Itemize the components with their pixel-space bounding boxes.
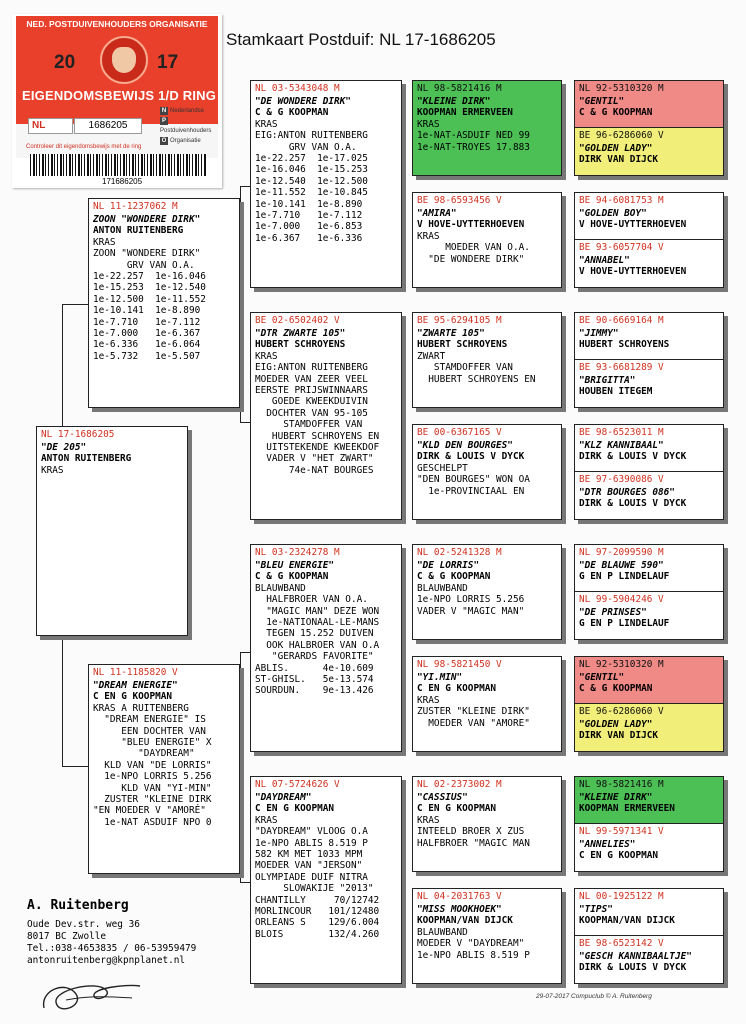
gen4-pair-8: [574, 888, 724, 984]
gen3-box-3: BE 95-6294105 M "ZWARTE 105" HUBERT SCHROYENS ZWART STAMDOFFER VAN HUBERT SCHROYENS EN: [412, 312, 562, 408]
ring-year-right: 17: [157, 52, 179, 73]
gen4-pair-6: [574, 656, 724, 752]
gen4-box-3: BE 94-6081753 M "GOLDEN BOY" V HOVE-UYTTERHOEVEN: [575, 193, 723, 240]
ring-number: 1686205: [74, 118, 142, 134]
subject-name: "DE 205": [41, 442, 87, 453]
gen3-box-6: NL 98-5821450 V "YI.MIN" C EN G KOOPMAN KRAS ZUSTER "KLEINE DIRK" MOEDER VAN "AMORE": [412, 656, 562, 752]
gen4-box-4: BE 93-6057704 V "ANNABEL" V HOVE-UYTTERHOEVEN: [579, 242, 687, 278]
gen3-box-2: BE 98-6593456 V "AMIRA" V HOVE-UYTTERHOEVEN KRAS MOEDER VAN O.A. "DE WONDERE DIRK": [412, 192, 562, 288]
dam-id: NL 11-1185820 V: [93, 667, 178, 678]
gen4-pair-5: [574, 544, 724, 640]
subject-id: NL 17-1686205: [41, 429, 115, 440]
gen2-box-4: NL 07-5724626 V "DAYDREAM" C EN G KOOPMAN KRAS "DAYDREAM" VLOOG O.A 1e-NPO ABLIS 8.519 P 582 KM MET 1033 MPM MOEDER VAN "JERSON" OLYMPIADE DUIF NITRA SLOWAKIJE "2013" CHANTILLY 70/12742 MORLINCOUR 101/12480 ORLEANS S 129/6.004 BLOIS 132/4.260: [250, 776, 402, 984]
gen4-box-14: NL 99-5971341 V "ANNELIES" C EN G KOOPMAN: [579, 826, 664, 862]
ring-country: NL: [28, 118, 73, 134]
gen4-pair-2: [574, 192, 724, 288]
gen3-box-1: NL 98-5821416 M "KLEINE DIRK" KOOPMAN ERMERVEEN KRAS 1e-NAT-ASDUIF NED 99 1e-NAT-TROYES 17.883: [412, 80, 562, 176]
page-title: Stamkaart Postduif: NL 17-1686205: [226, 30, 496, 49]
gen2-box-1: NL 03-5343048 M "DE WONDERE DIRK" C & G KOOPMAN KRAS EIG:ANTON RUITENBERG GRV VAN O.A. 1e-22.257 1e-17.025 1e-16.046 1e-15.253 1e-12.540 1e-12.500 1e-11.552 1e-10.845 1e-10.141 1e-8.890 1e-7.710 1e-7.112 1e-7.000 1e-6.853 1e-6.367 1e-6.336: [250, 80, 402, 288]
gen3-box-8: NL 04-2031763 V "MISS MOOKHOEK" KOOPMAN/VAN DIJCK BLAUWBAND MOEDER V "DAYDREAM" 1e-NPO ABLIS 8.519 P: [412, 888, 562, 984]
gen4-box-10: NL 99-5904246 V "DE PRINSES" G EN P LINDELAUF: [579, 594, 670, 630]
gen4-box-9: NL 97-2099590 M "DE BLAUWE 590" G EN P LINDELAUF: [575, 545, 723, 592]
gen4-pair-4: [574, 424, 724, 520]
gen3-box-5: NL 02-5241328 M "DE LORRIS" C & G KOOPMAN BLAUWBAND 1e-NPO LORRIS 5.256 VADER V "MAGIC MAN": [412, 544, 562, 640]
gen4-pair-7: [574, 776, 724, 872]
gen4-box-15: NL 00-1925122 M "TIPS" KOOPMAN/VAN DIJCK: [575, 889, 723, 936]
gen4-box-8: BE 97-6390086 V "DTR BOURGES 086" DIRK & LOUIS V DYCK: [579, 474, 687, 510]
gen4-pair-1: [574, 80, 724, 176]
gen2-box-3: NL 03-2324278 M "BLEU ENERGIE" C & G KOOPMAN BLAUWBAND HALFBROER VAN O.A. "MAGIC MAN" DEZE WON 1e-NATIONAAL-LE-MANS TEGEN 15.252 DUIVEN OOK HALBROER VAN O.A "GERARDS FAVORITE" ABLIS. 4e-10.609 ST-GHISL. 5e-13.574 SOURDUN. 9e-13.426: [250, 544, 402, 752]
print-info: 29-07-2017 Compuclub © A. Ruitenberg: [536, 993, 652, 1000]
gen3-box-7: NL 02-2373002 M "CASSIUS" C EN G KOOPMAN KRAS INTEELD BROER X ZUS HALFBROER "MAGIC MAN: [412, 776, 562, 872]
ring-control-note: Controleer dit eigendomsbewijs met de ring: [26, 144, 142, 150]
gen3-box-4: BE 00-6367165 V "KLD DEN BOURGES" DIRK & LOUIS V DYCK GESCHELPT "DEN BOURGES" WON OA 1e-PROVINCIAAL EN: [412, 424, 562, 520]
ring-label: EIGENDOMSBEWIJS 1/D RING: [22, 88, 217, 103]
sire-box: NL 11-1237062 M ZOON "WONDERE DIRK" ANTON RUITENBERG KRAS ZOON "WONDERE DIRK" GRV VAN O.A. 1e-22.257 1e-16.046 1e-15.253 1e-12.540 1e-12.500 1e-11.552 1e-10.141 1e-8.890 1e-7.710 1e-7.112 1e-7.000 1e-6.367 1e-6.336 1e-6.064 1e-5.732 1e-5.507: [88, 198, 240, 408]
gen4-box-11: NL 92-5310320 M "GENTIL" C & G KOOPMAN: [575, 657, 723, 704]
gen4-box-7: BE 98-6523011 M "KLZ KANNIBAAL" DIRK & LOUIS V DYCK: [575, 425, 723, 472]
gen4-box-2: BE 96-6286060 V "GOLDEN LADY" DIRK VAN DIJCK: [575, 128, 723, 175]
subject-box: [36, 426, 188, 636]
owner-name: A. Ruitenberg: [27, 898, 129, 913]
gen2-box-2: BE 02-6502402 V "DTR ZWARTE 105" HUBERT SCHROYENS KRAS EIG:ANTON RUITENBERG MOEDER VAN ZEER VEEL EERSTE PRIJSWINNAARS GOEDE KWEEKDUIVIN DOCHTER VAN 95-105 STAMDOFFER VAN HUBERT SCHROYENS EN UITSTEKENDE KWEEKDOF VADER V "HET ZWART" 74e-NAT BOURGES: [250, 312, 402, 520]
barcode-number: 171686205: [102, 177, 143, 186]
subject-color: KRAS: [41, 464, 64, 476]
ring-year-left: 20: [54, 52, 76, 73]
dam-box: NL 11-1185820 V "DREAM ENERGIE" C EN G KOOPMAN KRAS A RUITENBERG "DREAM ENERGIE" IS EEN DOCHTER VAN "BLEU ENERGIE" X "DAYDREAM" KLD VAN "DE LORRIS" 1e-NPO LORRIS 5.256 KLD VAN "YI-MIN" ZUSTER "KLEINE DIRK "EN MOEDER V "AMORÉ" 1e-NAT ASDUIF NPO 0: [88, 664, 240, 874]
npo-legend: N Nederlandse PPostduivenhouders O Organisatie: [160, 108, 212, 144]
gen4-box-1: NL 92-5310320 M "GENTIL" C & G KOOPMAN: [575, 81, 723, 128]
subject-owner: ANTON RUITENBERG: [41, 453, 132, 465]
signature-icon: [36, 950, 146, 1020]
owner-email: antonruitenberg@kpnplanet.nl: [27, 955, 186, 966]
lion-emblem-icon: [100, 36, 148, 84]
owner-contact: A. Ruitenberg Oude Dev.str. weg 36 8017 BC Zwolle Tel.:038-4653835 / 06-53959479 antonruitenberg@kpnplanet.nl: [27, 898, 197, 966]
ring-org-name: NED. POSTDUIVENHOUDERS ORGANISATIE: [16, 16, 218, 32]
gen4-box-16: BE 98-6523142 V "GESCH KANNIBAALTJE" DIRK & LOUIS V DYCK: [579, 938, 692, 974]
barcode-icon: [30, 154, 206, 176]
gen4-box-5: BE 90-6669164 M "JIMMY" HUBERT SCHROYENS: [575, 313, 723, 360]
gen4-pair-3: [574, 312, 724, 408]
ring-ownership-card: [12, 14, 222, 188]
gen4-box-6: BE 93-6681289 V "BRIGITTA" HOUBEN ITEGEM: [579, 362, 664, 398]
gen4-box-12: BE 96-6286060 V "GOLDEN LADY" DIRK VAN DIJCK: [575, 704, 723, 751]
gen4-box-13: NL 98-5821416 M "KLEINE DIRK" KOOPMAN ERMERVEEN: [575, 777, 723, 824]
sire-id: NL 11-1237062 M: [93, 201, 178, 212]
